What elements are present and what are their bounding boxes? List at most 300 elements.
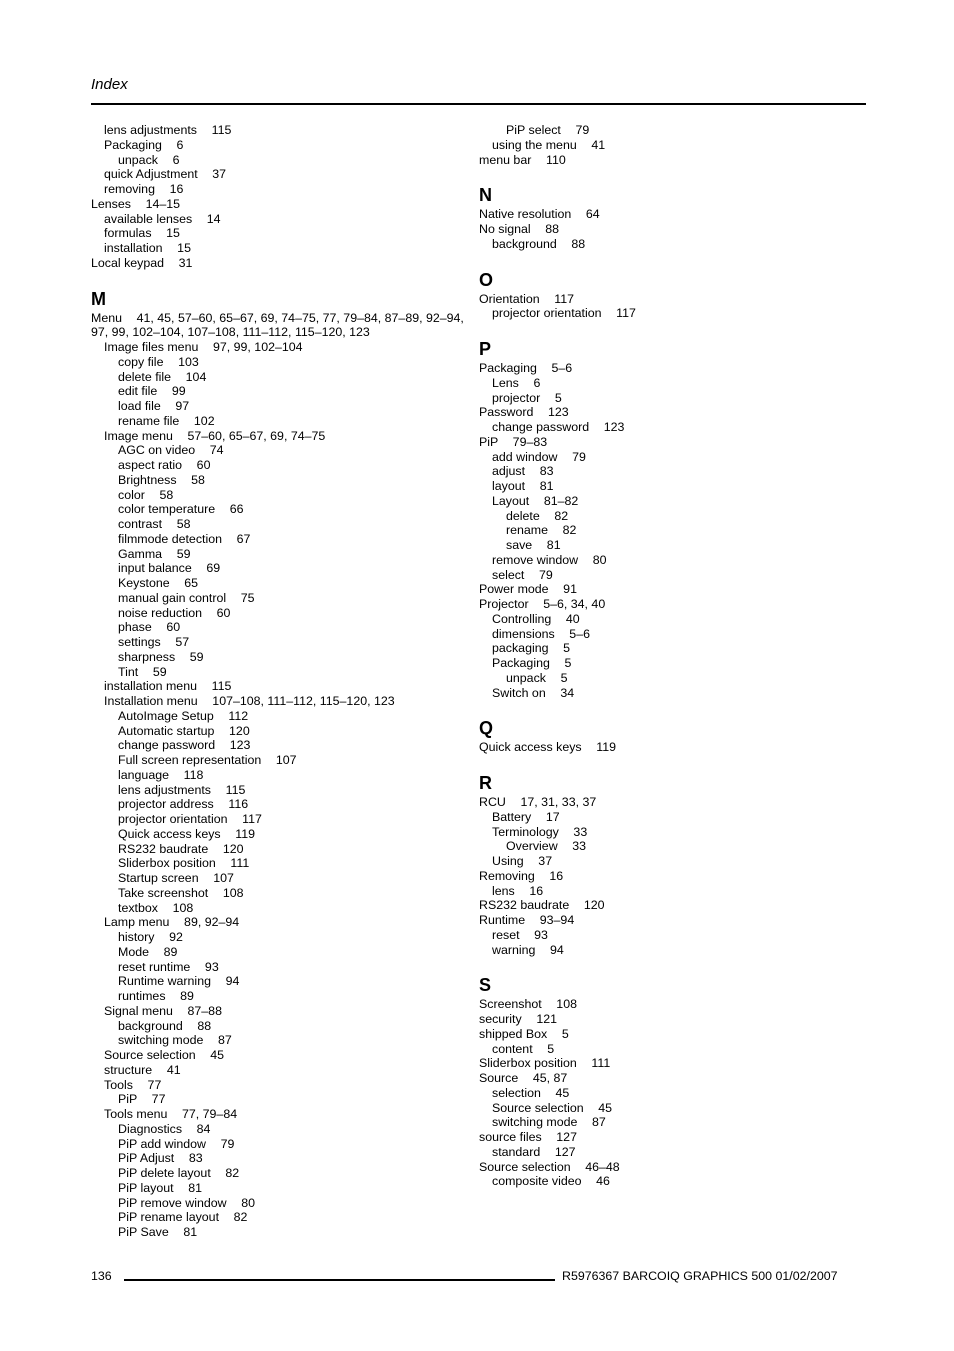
index-entry [479, 1012, 859, 1027]
index-pages: 110 [545, 152, 566, 167]
index-entry [91, 915, 479, 930]
index-entry [91, 768, 479, 783]
index-pages: 5 [564, 656, 572, 670]
index-pages: 5 [561, 1026, 569, 1041]
index-term: history [118, 930, 155, 944]
index-pages: 34 [560, 685, 575, 700]
index-pages: 121 [536, 1012, 557, 1026]
index-pages: 119 [235, 826, 255, 841]
index-entry [479, 839, 859, 854]
index-entry [91, 989, 479, 1004]
index-pages: 92 [169, 930, 183, 944]
index-term: PiP select [506, 123, 561, 137]
index-entry [91, 945, 479, 960]
index-term: Source selection [104, 1048, 196, 1062]
index-pages: 5 [563, 641, 571, 656]
index-entry [479, 494, 859, 509]
index-pages: 81–82 [543, 493, 579, 508]
index-pages: 108 [222, 885, 244, 900]
index-pages: 89, 92–94 [184, 915, 240, 930]
index-term: load file [118, 399, 161, 413]
index-term: Source selection [479, 1159, 571, 1174]
index-pages: 33 [573, 824, 588, 839]
index-term: AutoImage Setup [118, 708, 214, 723]
section-letter: R [479, 773, 492, 793]
index-pages: 59 [176, 546, 191, 561]
index-entry [91, 1107, 479, 1122]
index-entry [91, 871, 479, 886]
index-entry [91, 797, 479, 812]
footer-divider [124, 1279, 555, 1281]
index-entry [91, 561, 479, 576]
index-entry [479, 1145, 859, 1160]
index-entry [91, 517, 479, 532]
index-term: Switch on [492, 685, 546, 700]
index-pages: 60 [216, 605, 231, 620]
index-entry [479, 1160, 859, 1175]
index-term: Layout [492, 493, 530, 508]
index-term: Sliderbox position [479, 1056, 577, 1071]
index-pages: 45 [598, 1100, 613, 1115]
index-term: quick Adjustment [104, 167, 198, 182]
index-term: unpack [506, 670, 546, 685]
index-term: Power mode [479, 582, 549, 597]
index-term: lens adjustments [118, 782, 211, 797]
index-pages: 66 [229, 502, 244, 517]
index-column-left [91, 123, 479, 1240]
index-term: Gamma [118, 546, 163, 561]
index-pages: 123 [229, 738, 251, 753]
index-entry [91, 429, 479, 444]
index-pages: 77 [147, 1077, 162, 1092]
index-term: Signal menu [104, 1003, 173, 1018]
index-term: PiP [479, 434, 499, 449]
index-entry [479, 671, 859, 686]
index-pages: 5 [560, 670, 568, 685]
index-pages: 37 [212, 167, 227, 182]
index-entry [91, 635, 479, 650]
index-term: security [479, 1012, 522, 1026]
index-term: selection [492, 1085, 541, 1100]
index-entry [479, 1130, 859, 1145]
index-pages: 115 [211, 679, 232, 694]
index-pages: 16 [549, 868, 564, 883]
index-entry [479, 825, 859, 840]
index-term: PiP [118, 1092, 138, 1107]
index-term: composite video [492, 1174, 582, 1189]
index-entry [479, 138, 859, 153]
index-pages: 17 [545, 809, 560, 824]
index-entry [479, 509, 859, 524]
index-term: background [118, 1018, 183, 1033]
index-term: Take screenshot [118, 885, 209, 900]
index-pages: 15 [177, 241, 191, 255]
index-entry [479, 898, 859, 913]
index-entry [91, 458, 479, 473]
index-term: shipped Box [479, 1026, 548, 1041]
index-term: Diagnostics [118, 1121, 183, 1136]
index-term: Source selection [492, 1100, 584, 1115]
index-term: color temperature [118, 502, 216, 517]
index-entry [91, 827, 479, 842]
index-entry [479, 207, 859, 222]
index-pages: 81 [188, 1180, 202, 1195]
index-entry [91, 738, 479, 753]
index-pages: 88 [545, 222, 560, 236]
index-term: Image files menu [104, 340, 199, 354]
index-pages: 45 [210, 1048, 225, 1062]
index-pages: 81 [183, 1225, 198, 1239]
index-term: change password [492, 420, 590, 434]
index-pages: 93 [534, 927, 548, 942]
index-entry [91, 709, 479, 724]
index-entry [479, 854, 859, 869]
index-pages: 117 [616, 306, 636, 321]
index-pages: 77, 79–84 [181, 1107, 238, 1121]
index-pages: 81 [539, 479, 554, 493]
index-pages: 5–6, 34, 40 [543, 597, 606, 611]
index-term: Using [492, 854, 524, 868]
index-term: contrast [118, 517, 163, 531]
index-pages: 89 [163, 944, 178, 959]
index-term: Quick access keys [118, 826, 221, 841]
index-pages: 83 [539, 464, 554, 479]
index-term: Installation menu [104, 694, 198, 708]
index-entry [91, 473, 479, 488]
index-term: language [118, 767, 169, 782]
index-entry [479, 464, 859, 479]
index-pages: 115 [225, 782, 246, 797]
index-term: warning [492, 942, 536, 957]
index-pages: 120 [222, 841, 244, 856]
index-term: menu bar [479, 152, 532, 167]
index-term: Removing [479, 868, 535, 883]
index-entry [91, 812, 479, 827]
index-entry [91, 153, 479, 168]
index-pages: 94 [225, 974, 240, 989]
index-entry [91, 414, 479, 429]
index-entry [479, 553, 859, 568]
index-term: PiP Adjust [118, 1151, 175, 1166]
index-term: runtimes [118, 989, 166, 1003]
index-pages: 60 [196, 458, 211, 472]
index-term: remove window [492, 552, 579, 567]
index-pages: 5 [554, 390, 562, 405]
index-pages: 33 [572, 839, 587, 854]
index-term: Keystone [118, 576, 170, 590]
index-term: background [492, 236, 557, 251]
index-pages: 82 [225, 1166, 240, 1180]
index-pages: 69 [206, 561, 221, 576]
footer-page-number: 136 [91, 1269, 112, 1283]
index-pages: 79 [572, 449, 586, 464]
index-pages: 81 [546, 538, 561, 552]
index-entry [91, 1181, 479, 1196]
index-term: layout [492, 479, 526, 493]
index-entry [91, 547, 479, 562]
index-entry [479, 810, 859, 825]
index-entry [91, 901, 479, 916]
index-entry [91, 576, 479, 591]
index-term: Source [479, 1071, 519, 1085]
index-pages: 6 [172, 152, 180, 167]
index-pages: 58 [191, 472, 205, 487]
index-pages: 41, 45, 57–60, 65–67, 69, 74–75, 77, 79–84, 87–89, 92–94, 97, 99, 102–104, 107–108, 111–112, 115–120, 123 [91, 310, 464, 340]
index-term: Runtime warning [118, 974, 211, 989]
index-pages: 116 [228, 797, 249, 812]
index-term: switching mode [118, 1033, 204, 1048]
index-term: delete [506, 508, 540, 523]
index-entry [479, 1174, 859, 1189]
index-term: projector address [118, 797, 214, 812]
index-pages: 94 [550, 942, 564, 957]
index-term: reset runtime [118, 959, 191, 974]
index-pages: 117 [242, 812, 262, 826]
index-pages: 112 [228, 708, 249, 723]
index-entry [91, 384, 479, 399]
index-pages: 15 [166, 226, 180, 241]
index-entry [479, 222, 859, 237]
index-entry [91, 606, 479, 621]
index-pages: 67 [236, 531, 251, 546]
index-term: Controlling [492, 611, 552, 626]
index-term: delete file [118, 369, 172, 384]
index-entry [479, 405, 859, 420]
index-term: Sliderbox position [118, 856, 216, 871]
index-pages: 104 [185, 369, 207, 384]
index-pages: 57 [175, 635, 190, 649]
index-entry [91, 724, 479, 739]
index-entry [479, 1071, 859, 1086]
index-term: lens [492, 883, 515, 898]
index-term: unpack [118, 152, 158, 167]
index-entry [91, 1063, 479, 1078]
index-term: Lenses [91, 196, 131, 211]
index-pages: 46 [596, 1174, 610, 1189]
index-term: Menu [91, 310, 122, 325]
index-pages: 127 [556, 1130, 577, 1144]
index-pages: 79 [220, 1136, 235, 1151]
index-term: PiP Save [118, 1225, 169, 1239]
index-term: Local keypad [91, 255, 165, 270]
index-term: projector orientation [118, 812, 228, 826]
index-pages: 77 [151, 1092, 166, 1107]
index-entry [479, 376, 859, 391]
index-term: adjust [492, 464, 526, 479]
index-entry [91, 886, 479, 901]
index-entry [91, 783, 479, 798]
index-entry [91, 1166, 479, 1181]
index-pages: 82 [233, 1210, 248, 1225]
index-term: projector orientation [492, 306, 602, 321]
index-entry [91, 974, 479, 989]
index-entry [91, 930, 479, 945]
index-entry [91, 399, 479, 414]
index-pages: 40 [565, 611, 580, 626]
index-pages: 45 [555, 1085, 570, 1100]
index-pages: 111 [591, 1056, 611, 1071]
index-term: input balance [118, 561, 192, 576]
index-term: Packaging [479, 361, 537, 375]
index-term: Quick access keys [479, 740, 582, 755]
index-entry [479, 641, 859, 656]
index-pages: 45, 87 [532, 1071, 568, 1085]
index-term: Brightness [118, 472, 177, 487]
index-pages: 120 [229, 723, 250, 738]
index-term: Tools menu [104, 1107, 168, 1121]
index-entry [91, 1048, 479, 1063]
index-pages: 93 [204, 959, 219, 974]
index-term: RS232 baudrate [479, 898, 570, 913]
index-entry [479, 420, 859, 435]
index-term: Image menu [104, 428, 173, 443]
section-letter: N [479, 185, 492, 206]
index-term: manual gain control [118, 590, 227, 605]
index-term: change password [118, 738, 216, 753]
index-entry [479, 391, 859, 406]
index-entry [91, 370, 479, 385]
index-pages: 74 [209, 443, 224, 458]
index-pages: 88 [197, 1018, 212, 1033]
index-entry [91, 856, 479, 871]
index-entry [91, 1033, 479, 1048]
section-letter: P [479, 339, 492, 359]
index-pages: 59 [152, 664, 167, 679]
index-entry [91, 650, 479, 665]
index-pages: 14–15 [145, 196, 181, 211]
index-entry [479, 292, 859, 307]
index-pages: 93–94 [539, 913, 575, 927]
index-pages: 108 [172, 900, 194, 915]
index-term: Orientation [479, 291, 540, 306]
index-entry [91, 167, 479, 182]
index-pages: 120 [583, 898, 605, 913]
index-term: Tools [104, 1077, 133, 1092]
index-entry [479, 795, 859, 810]
index-term: RS232 baudrate [118, 841, 209, 856]
index-entry [91, 620, 479, 635]
index-entry [479, 997, 859, 1012]
index-entry [479, 538, 859, 553]
index-pages: 118 [183, 767, 204, 782]
index-entry [479, 597, 859, 612]
index-term: aspect ratio [118, 458, 183, 472]
index-term: Runtime [479, 913, 526, 927]
index-entry [91, 591, 479, 606]
index-pages: 31 [178, 255, 193, 270]
index-entry [91, 1196, 479, 1211]
index-entry [91, 1210, 479, 1225]
index-entry [479, 479, 859, 494]
index-pages: 123 [603, 420, 625, 434]
index-entry [91, 182, 479, 197]
index-term: reset [492, 927, 520, 942]
index-entry [91, 488, 479, 503]
index-term: using the menu [492, 137, 577, 152]
index-term: filmmode detection [118, 531, 222, 546]
index-entry [479, 1056, 859, 1071]
index-term: RCU [479, 795, 506, 809]
index-term: projector [492, 390, 541, 405]
index-entry [91, 1078, 479, 1093]
index-term: PiP layout [118, 1180, 174, 1195]
index-entry [479, 123, 859, 138]
index-pages: 79–83 [512, 434, 548, 449]
index-pages: 59 [189, 649, 204, 664]
index-entry [91, 1151, 479, 1166]
index-term: lens adjustments [104, 123, 197, 137]
index-entry [91, 1122, 479, 1137]
index-entry [91, 960, 479, 975]
index-pages: 123 [548, 405, 569, 420]
index-term: Terminology [492, 824, 559, 839]
index-entry [479, 237, 859, 252]
index-term: Lens [492, 375, 519, 390]
index-entry [91, 138, 479, 153]
index-pages: 58 [176, 517, 191, 531]
index-column-right [479, 123, 859, 1189]
index-pages: 119 [596, 740, 616, 755]
index-pages: 103 [178, 354, 199, 369]
index-term: Full screen representation [118, 753, 262, 767]
index-pages: 79 [575, 123, 590, 137]
index-term: Tint [118, 664, 139, 679]
index-entry [479, 450, 859, 465]
index-entry [479, 1086, 859, 1101]
index-pages: 115 [211, 123, 232, 137]
index-entry [91, 532, 479, 547]
index-entry [91, 679, 479, 694]
index-term: Mode [118, 944, 149, 959]
index-pages: 16 [169, 182, 184, 196]
index-entry [91, 197, 479, 212]
index-term: select [492, 567, 525, 582]
section-letter: S [479, 975, 492, 996]
index-entry [91, 226, 479, 241]
index-term: packaging [492, 641, 549, 656]
index-pages: 102 [193, 413, 215, 428]
index-term: Packaging [492, 656, 550, 670]
index-pages: 111 [230, 856, 250, 871]
index-term: No signal [479, 222, 531, 236]
index-term: rename file [118, 413, 180, 428]
index-term: phase [118, 620, 152, 635]
index-entry [479, 306, 859, 321]
index-pages: 97 [175, 399, 190, 413]
index-pages: 41 [591, 137, 606, 152]
index-entry [91, 256, 479, 271]
index-pages: 41 [166, 1062, 181, 1077]
index-term: PiP add window [118, 1136, 206, 1151]
index-term: Packaging [104, 137, 162, 152]
index-term: formulas [104, 226, 152, 241]
index-term: available lenses [104, 211, 193, 226]
index-pages: 5–6 [569, 626, 590, 641]
index-term: Lamp menu [104, 915, 170, 930]
index-pages: 37 [538, 854, 553, 868]
index-pages: 60 [166, 620, 181, 635]
index-term: AGC on video [118, 443, 196, 458]
index-entry [91, 443, 479, 458]
index-entry [479, 612, 859, 627]
index-pages: 6 [533, 375, 541, 390]
index-entry [91, 355, 479, 370]
index-pages: 58 [159, 487, 174, 502]
index-entry [479, 656, 859, 671]
index-pages: 117 [554, 291, 574, 306]
index-entry [479, 1115, 859, 1130]
index-pages: 87 [592, 1115, 606, 1130]
